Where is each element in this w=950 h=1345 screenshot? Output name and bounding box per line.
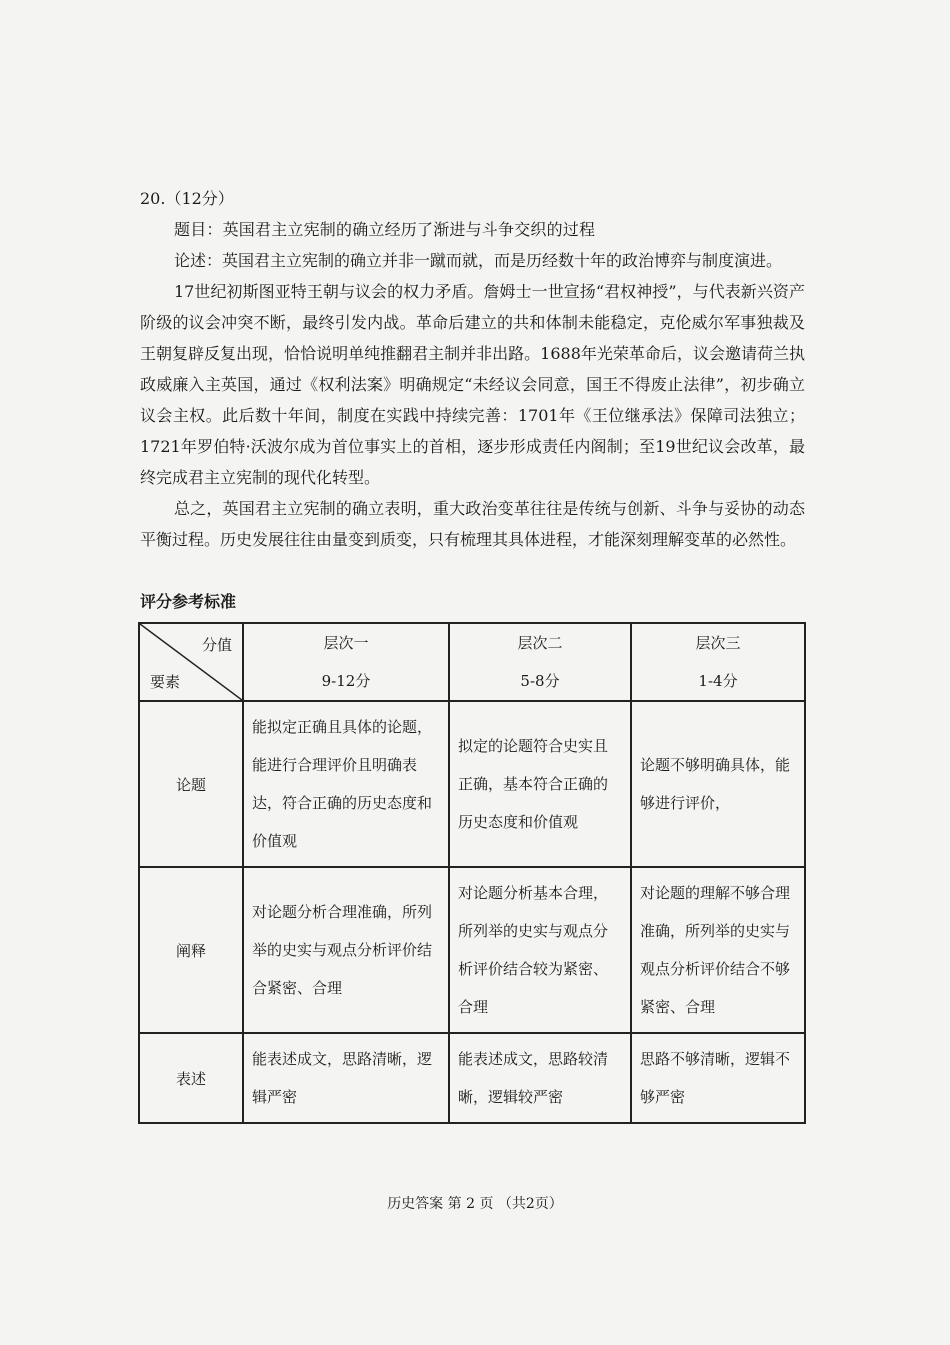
table-cell: 拟定的论题符合史实且正确，基本符合正确的历史态度和价值观: [449, 701, 631, 867]
row-label: 表述: [139, 1033, 243, 1123]
table-cell: 能拟定正确且具体的论题，能进行合理评价且明确表达，符合正确的历史态度和价值观: [243, 701, 449, 867]
table-cell: 能表述成文，思路较清晰，逻辑较严密: [449, 1033, 631, 1123]
level-name: 层次三: [695, 634, 741, 652]
level-header: [449, 623, 631, 701]
page-footer: 历史答案 第 2 页 （共2页）: [387, 1196, 563, 1212]
table-row: [139, 1033, 805, 1123]
table-cell: 能表述成文，思路清晰，逻辑严密: [243, 1033, 449, 1123]
level-header: [631, 623, 805, 701]
argument-body: 17世纪初斯图亚特王朝与议会的权力矛盾。詹姆士一世宣扬“君权神授”，与代表新兴资产阶级的议会冲突不断，最终引发内战。革命后建立的共和体制未能稳定，克伦威尔军事独裁及王朝复辟反复出现，恰恰说明单纯推翻君主制并非出路。1688年光荣革命后，议会邀请荷兰执政威廉入主英国，通过《权利法案》明确规定“未经议会同意，国王不得废止法律”，初步确立议会主权。此后数十年间，制度在实践中持续完善：1701年《王位继承法》保障司法独立；1721年罗伯特·沃波尔成为首位事实上的首相，逐步形成责任内阁制；至19世纪议会改革，最终完成君主立宪制的现代化转型。: [140, 282, 805, 487]
argument-intro: 论述：英国君主立宪制的确立并非一蹴而就，而是历经数十年的政治博弈与制度演进。: [174, 251, 783, 270]
question-topic: 题目：英国君主立宪制的确立经历了渐进与斗争交织的过程: [174, 220, 596, 239]
question-number: 20.（12分）: [140, 189, 234, 208]
table-cell: 对论题分析合理准确，所列举的史实与观点分析评价结合紧密、合理: [243, 867, 449, 1033]
row-label: 阐释: [139, 867, 243, 1033]
level-header: [243, 623, 449, 701]
table-cell: 思路不够清晰，逻辑不够严密: [631, 1033, 805, 1123]
level-score: 9-12分: [321, 672, 371, 690]
row-label: 论题: [139, 701, 243, 867]
level-score: 5-8分: [520, 672, 560, 690]
scoring-table: [138, 622, 806, 1124]
diagonal-header-cell: [139, 623, 243, 701]
score-corner-label: 分值: [201, 636, 232, 654]
table-cell: 对论题的理解不够合理准确，所列举的史实与观点分析评价结合不够紧密、合理: [631, 867, 805, 1033]
table-row: [139, 701, 805, 867]
argument-conclusion: 总之，英国君主立宪制的确立表明，重大政治变革往往是传统与创新、斗争与妥协的动态平衡过程。历史发展往往由量变到质变，只有梳理其具体进程，才能深刻理解变革的必然性。: [140, 499, 805, 549]
table-cell: 对论题分析基本合理，所列举的史实与观点分析评价结合较为紧密、合理: [449, 867, 631, 1033]
scoring-standard-title: 评分参考标准: [140, 592, 237, 611]
level-name: 层次二: [517, 634, 563, 652]
level-name: 层次一: [323, 634, 369, 652]
level-score: 1-4分: [698, 672, 738, 690]
table-row: [139, 867, 805, 1033]
table-header-row: [139, 623, 805, 701]
element-corner-label: 要素: [150, 673, 181, 691]
table-cell: 论题不够明确具体，能够进行评价，: [631, 701, 805, 867]
